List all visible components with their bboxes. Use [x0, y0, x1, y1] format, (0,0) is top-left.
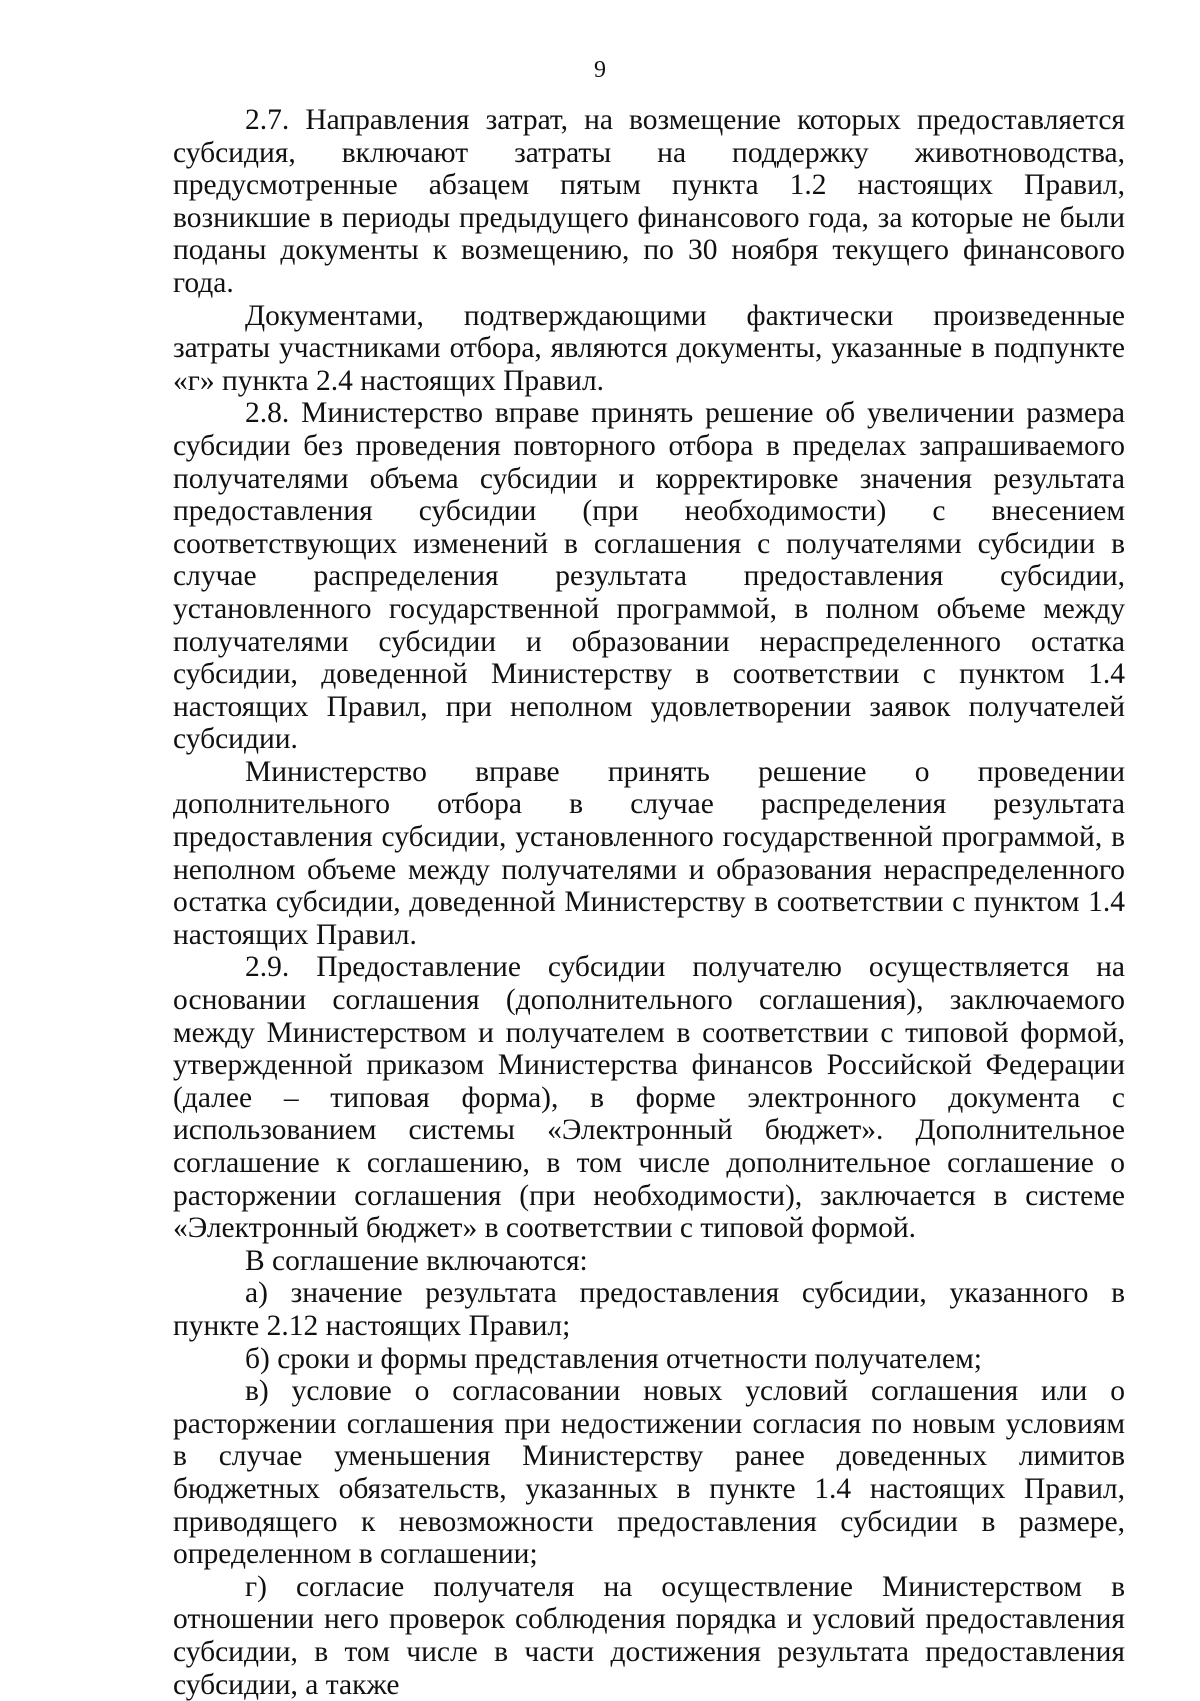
- page-number: 9: [594, 57, 606, 83]
- document-body: [173, 104, 1125, 1701]
- paragraph-2-8: 2.8. Министерство вправе принять решение об увеличении размера субсидии без проведения повторного отбора в пределах запрашиваемого получателями объема субсидии и корректировке значения результата предоставления субсидии (при необходимости) с внесением соответствующих изменений в соглашения с получателями субсидии в случае распределения результата предоставления субсидии, установленного государственной программой, в полном объеме между получателями субсидии и образовании нераспределенного остатка субсидии, доведенной Министерству в соответствии с пунктом 1.4 настоящих Правил, при неполном удовлетворении заявок получателей субсидии.: [173, 397, 1125, 756]
- paragraph-2-7: 2.7. Направления затрат, на возмещение которых предоставляется субсидия, включают затраты на поддержку животноводства, предусмотренные абзацем пятым пункта 1.2 настоящих Правил, возникшие в периоды предыдущего финансового года, за которые не были поданы документы к возмещению, по 30 ноября текущего финансового года.: [173, 104, 1125, 299]
- paragraph-2-9: 2.9. Предоставление субсидии получателю осуществляется на основании соглашения (дополнительного соглашения), заключаемого между Министерством и получателем в соответствии с типовой формой, утвержденной приказом Министерства финансов Российской Федерации (далее – типовая форма), в форме электронного документа с использованием системы «Электронный бюджет». Дополнительное соглашение к соглашению, в том числе дополнительное соглашение о расторжении соглашения (при необходимости), заключается в системе «Электронный бюджет» в соответствии с типовой формой.: [173, 951, 1125, 1245]
- paragraph-agreement-includes: В соглашение включаются:: [245, 1244, 588, 1277]
- paragraph-additional-selection: Министерство вправе принять решение о проведении дополнительного отбора в случае распределения результата предоставления субсидии, установленного государственной программой, в неполном объеме между получателями и образования нераспределенного остатка субсидии, доведенной Министерству в соответствии с пунктом 1.4 настоящих Правил.: [173, 755, 1125, 951]
- paragraph-supporting-documents: Документами, подтверждающими фактически произведенные затраты участниками отбора, являются документы, указанные в подпункте «г» пункта 2.4 настоящих Правил.: [173, 299, 1125, 397]
- list-item-v: в) условие о согласовании новых условий соглашения или о расторжении соглашения при недостижении согласия по новым условиям в случае уменьшения Министерству ранее доведенных лимитов бюджетных обязательств, указанных в пункте 1.4 настоящих Правил, приводящего к невозможности предоставления субсидии в размере, определенном в соглашении;: [173, 1375, 1125, 1571]
- list-item-g: г) согласие получателя на осуществление Министерством в отношении него проверок соблюдения порядка и условий предоставления субсидии, в том числе в части достижения результата предоставления субсидии, а также: [173, 1570, 1125, 1701]
- list-item-a: а) значение результата предоставления субсидии, указанного в пункте 2.12 настоящих Правил;: [173, 1277, 1125, 1342]
- list-item-b: б) сроки и формы представления отчетности получателем;: [245, 1342, 982, 1375]
